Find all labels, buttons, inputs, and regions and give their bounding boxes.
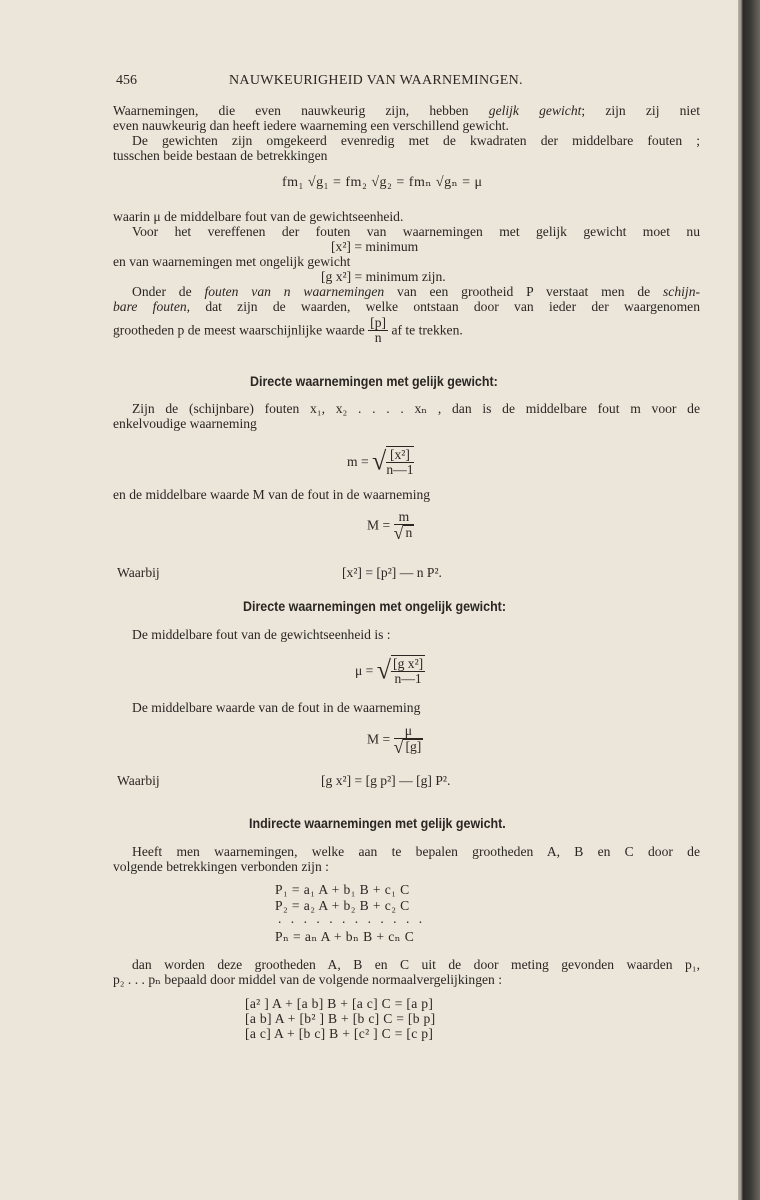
running-title: NAUWKEURIGHEID VAN WAARNEMINGEN. bbox=[229, 73, 523, 88]
equation-2: P₂ = a₂ A + b₂ B + c₂ C bbox=[275, 898, 410, 913]
intro-line-2: even nauwkeurig dan heeft iedere waarneming een verschillend gewicht. bbox=[113, 118, 509, 133]
equation-1: P₁ = a₁ A + b₁ B + c₁ C bbox=[275, 882, 410, 897]
section1-line-3: en de middelbare waarde M van de fout in de waarneming bbox=[113, 487, 431, 502]
formula-minimum-1: [x²] = minimum bbox=[331, 239, 419, 254]
sqrt-icon: √ bbox=[393, 522, 404, 543]
normal-equation-3: [a c] A + [b c] B + [c² ] C = [c p] bbox=[245, 1026, 434, 1041]
section-heading-2: Directe waarnemingen met ongelijk gewicht: bbox=[243, 599, 506, 614]
intro-line-1: Waarnemingen, die even nauwkeurig zijn, hebben gelijk gewicht; zijn zij niet bbox=[113, 103, 701, 118]
sqrt-icon: √ bbox=[376, 655, 392, 685]
intro-line-3: De gewichten zijn omgekeerd evenredig met de kwadraten der middelbare fouten ; bbox=[132, 133, 700, 148]
formula-weights: fm₁ √g₁ = fm₂ √g₂ = fmₙ √gₙ = μ bbox=[282, 175, 483, 190]
formula-m: m = √ $\frac{\text{[x²]}}{n—1}$ bbox=[347, 446, 414, 477]
waarbij-label-2: Waarbij bbox=[117, 773, 160, 788]
intro-line-7: en van waarnemingen met ongelijk gewicht bbox=[113, 254, 351, 269]
intro-line-10: grootheden p de meest waarschijnlijke waarde $\frac{[p]}{n}$ af te trekken. bbox=[113, 315, 463, 345]
equation-dots: . . . . . . . . . . . . bbox=[278, 911, 426, 926]
formula-M: M = $\frac{m}{√ n}$ bbox=[367, 509, 413, 543]
section2-line-2: De middelbare waarde van de fout in de waarneming bbox=[132, 700, 421, 715]
section3-line-3: dan worden deze grootheden A, B en C uit de door meting gevonden waarden p₁, bbox=[132, 957, 700, 972]
book-edge bbox=[738, 0, 760, 1200]
normal-equation-2: [a b] A + [b² ] B + [b c] C = [b p] bbox=[245, 1011, 436, 1026]
intro-line-9: bare fouten, dat zijn de waarden, welke ontstaan door van ieder der waargenomen bbox=[113, 299, 700, 314]
section-heading-3: Indirecte waarnemingen met gelijk gewicht. bbox=[249, 816, 506, 831]
fraction-p-over-n: $\frac{[p]}{n}$ bbox=[370, 315, 387, 345]
page-number: 456 bbox=[116, 73, 137, 88]
sqrt-icon: √ bbox=[372, 446, 387, 476]
waarbij-formula-1: [x²] = [p²] — n P². bbox=[342, 565, 442, 580]
formula-mu: μ = √ $\frac{\text{[g x²]}}{n—1}$ bbox=[355, 655, 424, 686]
intro-line-8: Onder de fouten van n waarnemingen van een grootheid P verstaat men de schijn- bbox=[132, 284, 701, 299]
normal-equation-1: [a² ] A + [a b] B + [a c] C = [a p] bbox=[245, 996, 434, 1011]
intro-line-6: Voor het vereffenen der fouten van waarnemingen met gelijk gewicht moet nu bbox=[132, 224, 700, 239]
section3-line-2: volgende betrekkingen verbonden zijn : bbox=[113, 859, 329, 874]
sqrt-icon: √ bbox=[393, 736, 404, 757]
section3-line-1: Heeft men waarnemingen, welke aan te bepalen grootheden A, B en C door de bbox=[132, 844, 700, 859]
section3-line-4: p₂ . . . pₙ bepaald door middel van de volgende normaalvergelijkingen : bbox=[113, 972, 503, 987]
intro-line-4: tusschen beide bestaan de betrekkingen bbox=[113, 148, 328, 163]
section2-line-1: De middelbare fout van de gewichtseenheid is : bbox=[132, 627, 391, 642]
section-heading-1: Directe waarnemingen met gelijk gewicht: bbox=[250, 374, 498, 389]
intro-line-5: waarin μ de middelbare fout van de gewichtseenheid. bbox=[113, 209, 404, 224]
formula-M-weighted: M = $\frac{\mu}{√ [g]}$ bbox=[367, 723, 422, 757]
section1-line-2: enkelvoudige waarneming bbox=[113, 416, 257, 431]
equation-n: Pₙ = aₙ A + bₙ B + cₙ C bbox=[275, 929, 415, 944]
waarbij-label-1: Waarbij bbox=[117, 565, 160, 580]
section1-line-1: Zijn de (schijnbare) fouten x₁, x₂ . . . . xₙ , dan is de middelbare fout m voor de bbox=[132, 401, 700, 416]
waarbij-formula-2: [g x²] = [g p²] — [g] P². bbox=[321, 773, 451, 788]
formula-minimum-2: [g x²] = minimum zijn. bbox=[321, 269, 446, 284]
